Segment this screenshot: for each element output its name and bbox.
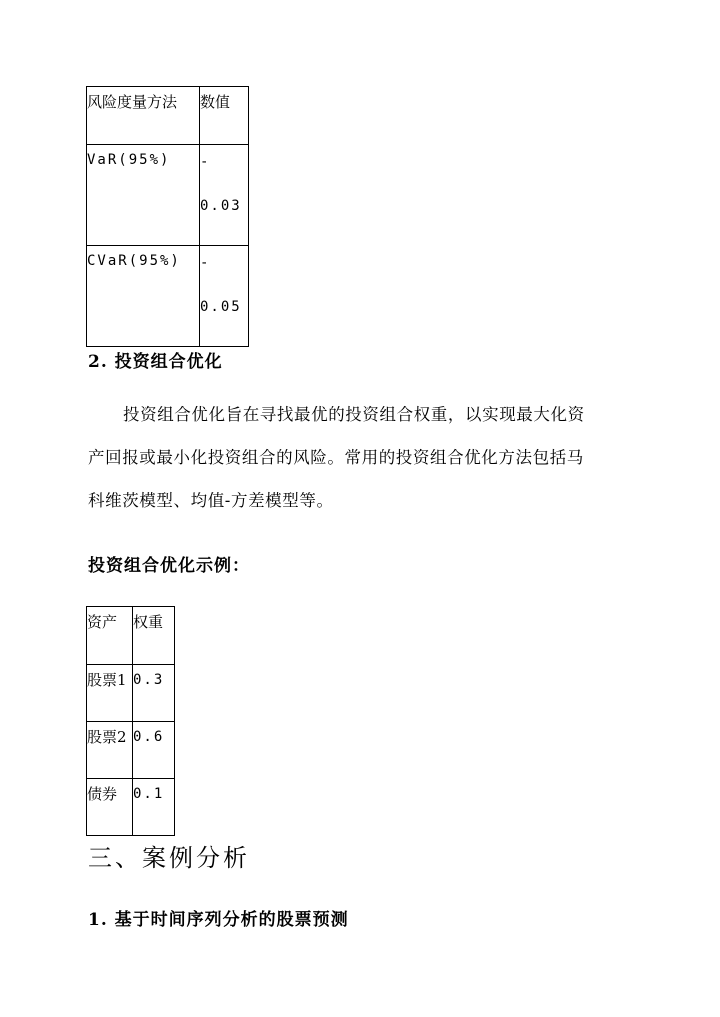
table-cell: - 0.05: [200, 246, 249, 347]
table-header-cell: 风险度量方法: [87, 87, 200, 145]
table-cell: 股票1: [87, 665, 133, 722]
chapter-heading: 三、案例分析: [88, 844, 250, 872]
risk-measure-table: [86, 86, 249, 347]
table-cell: 0.6: [133, 722, 175, 779]
table-cell: 股票2: [87, 722, 133, 779]
subsection-heading: 1. 基于时间序列分析的股票预测: [88, 910, 349, 930]
paragraph-line: 产回报或最小化投资组合的风险。常用的投资组合优化方法包括马: [88, 448, 584, 467]
table-cell: 0.3: [133, 665, 175, 722]
table-cell: 0.1: [133, 779, 175, 836]
example-heading: 投资组合优化示例：: [88, 556, 250, 576]
table-cell: - 0.03: [200, 145, 249, 246]
table-cell: VaR(95%): [87, 145, 200, 246]
table-header-row: [87, 607, 175, 665]
table-row: [87, 779, 175, 836]
table-cell: 债券: [87, 779, 133, 836]
table-cell: CVaR(95%): [87, 246, 200, 347]
table-header-cell: 数值: [200, 87, 249, 145]
table-header-cell: 资产: [87, 607, 133, 665]
portfolio-weight-table: [86, 606, 175, 836]
paragraph-line: 投资组合优化旨在寻找最优的投资组合权重，以实现最大化资: [123, 405, 585, 424]
table-row: [87, 246, 249, 347]
table-row: [87, 722, 175, 779]
body-paragraph: [88, 393, 648, 522]
table-header-row: [87, 87, 249, 145]
table-row: [87, 145, 249, 246]
section-heading: 2. 投资组合优化: [88, 352, 223, 372]
paragraph-line: 科维茨模型、均值-方差模型等。: [88, 491, 334, 510]
table-header-cell: 权重: [133, 607, 175, 665]
table-row: [87, 665, 175, 722]
